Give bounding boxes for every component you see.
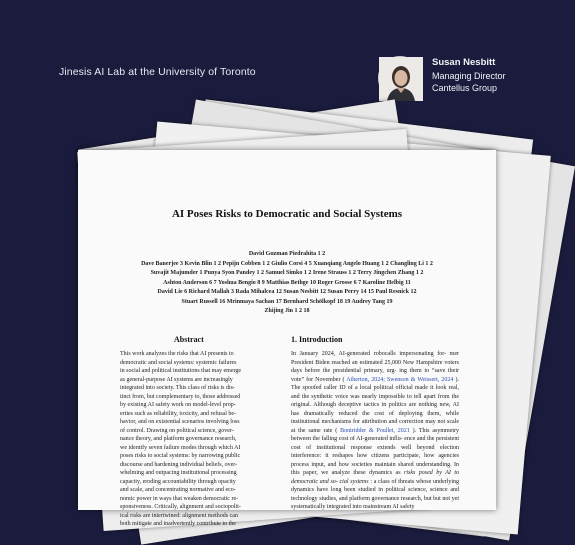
speaker-role: Managing Director	[432, 71, 506, 81]
abstract-line: discourse and hardening individual beliefs, over-	[120, 461, 238, 468]
speaker-avatar	[378, 56, 422, 100]
abstract-line: tinct from, but complementary to, those addressed	[120, 393, 241, 400]
intro-text: cial systems	[339, 478, 371, 485]
intro-text: these dynamics as	[353, 470, 404, 476]
author-list	[78, 250, 496, 317]
author-line: Ashton Anderson 6 7 Yoshua Bengio 8 9 Matthias Bethge 10 Roger Grosse 6 7 Karoline Helbig 11	[163, 279, 411, 286]
intro-body	[291, 350, 459, 512]
intro-text: has dramatically reduced the cost of deploying them, while	[291, 410, 459, 417]
intro-text: Although deceptive tactics in politics are nothing new, AI	[313, 402, 459, 408]
abstract-line: both mitigate and inadvertently contribute to the	[120, 521, 236, 527]
intro-text: local political official made it look real, and the synthetic	[291, 385, 459, 400]
intro-text: technology studies, and platform governance research, but	[291, 495, 434, 502]
author-line: Stuart Russell 16 Mrinmaya Sachan 17 Bernhard Schölkopf 18 19 Audrey Tang 19	[181, 298, 393, 305]
citation-link[interactable]: Swenson & Weissert, 2024	[386, 376, 456, 383]
abstract-line: ical risks are intertwined: alignment methods can	[120, 512, 238, 519]
abstract-heading: Abstract	[174, 335, 204, 344]
abstract-line: whelming and outpacing institutional processing	[120, 470, 237, 476]
intro-text: ). This	[412, 427, 433, 434]
intro-heading: 1. Introduction	[291, 335, 343, 344]
speaker-org: Cantellus Group	[432, 83, 498, 93]
abstract-line: poses risks to social systems: by narrowing public	[120, 453, 241, 459]
intro-text: ence and the persistent cost of institutional response extends	[291, 436, 459, 451]
abstract-line: democratic and social systems: systemic failures	[120, 359, 237, 366]
intro-text: ing them to “save their vote” for November (	[291, 368, 459, 383]
abstract-line: nomic power in ways that weaken democratic re-	[120, 495, 239, 502]
intro-text: well beyond election interference: it reshapes how citizens	[291, 444, 460, 459]
paper-page	[78, 150, 496, 527]
author-line: Zhijing Jin 1 2 18	[264, 308, 310, 314]
abstract-line: and scale, and concentrating normative and eco-	[120, 487, 236, 493]
citation-link[interactable]: Bontridder & Poullet, 2021	[340, 427, 413, 434]
speaker-photo	[379, 57, 423, 101]
intro-text: risks posed by AI to democratic and so-	[291, 470, 459, 485]
paper-title: AI Poses Risks to Democratic and Social Systems	[171, 208, 403, 220]
intro-text: institutional mechanisms for attribution and correction may	[291, 419, 438, 425]
intro-text: asymmetry between the falling cost of AI-generated influ-	[291, 427, 459, 442]
intro-text: Hampshire voters days before the presidential primary, urg-	[291, 359, 459, 374]
intro-text: participate, how agencies process input, and how societies	[291, 453, 459, 468]
abstract-line: as general-purpose AI systems are increasingly	[120, 376, 233, 383]
author-line: David Lie 6 Richard Mallah 3 Rada Mihalcea 12 Susan Nesbitt 12 Susan Perry 14 15 Paul Resnick 12	[157, 289, 417, 295]
abstract-line: This work analyzes the risks that AI presents to	[120, 351, 234, 357]
speaker-name: Susan Nesbitt	[432, 57, 496, 68]
author-line: David Guzman Piedrahita 1 2	[248, 251, 326, 257]
abstract-line: nance theory, and platform governance research,	[120, 436, 237, 442]
abstract-line: of control. Drawing on political science, gover-	[120, 427, 234, 434]
intro-text: In January 2024, AI-generated robocalls impersonating for-	[291, 351, 450, 357]
abstract-line: by existing AI safety work on model-level prop-	[120, 402, 236, 408]
citation-link[interactable]: Atherton, 2024;	[346, 376, 387, 383]
intro-text: ). The spoofed caller ID of a	[291, 376, 459, 391]
abstract-line: havior, and on existential scenarios involving loss	[120, 419, 240, 425]
abstract-line: erties such as reliability, toxicity, and refusal be-	[120, 410, 237, 417]
abstract-line: integrated into society. This class of risks is dis-	[120, 385, 235, 391]
intro-text: : a class of threats whose underlying dynamics	[291, 478, 460, 493]
abstract-line: we identify seven failure modes through which AI	[120, 444, 241, 451]
author-line: Suvajit Majumder 1 Punya Syon Pandey 1 2 Samuel Simko 1 2 Irene Strauss 1 2 Terry Jingchen Zhang 1 2	[150, 270, 424, 276]
abstract-line: capacity, eroding accountability through opacity	[120, 478, 236, 485]
abstract-line: in social and political institutions that may emerge	[120, 368, 242, 374]
author-line: Dave Banerjee 3 Kevin Blin 1 2 Pepijn Cobben 1 2 Giulio Corsi 4 5 Xuanqiang Angelo Huang 1 2 Changling Li 1 2	[141, 260, 433, 267]
intro-text: but not yet systematically integrated into mainstream AI safety	[291, 495, 459, 510]
intro-text: mer President Biden reached an estimated 25,000 New	[291, 351, 459, 366]
intro-text: maintain shared understanding. In this paper, we analyze	[291, 461, 459, 476]
intro-text: voice was nearly impossible to tell apart from the original.	[291, 393, 459, 408]
abstract-body	[120, 350, 280, 529]
abstract-line: sponsiveness. Critically, alignment and sociopolit-	[120, 504, 241, 510]
intro-text: not scale at the same rate (	[291, 419, 459, 434]
intro-text: have long been studied in political science, science and	[316, 487, 460, 493]
lab-affiliation: Jinesis AI Lab at the University of Toronto	[59, 66, 256, 78]
speaker-info	[432, 57, 506, 94]
